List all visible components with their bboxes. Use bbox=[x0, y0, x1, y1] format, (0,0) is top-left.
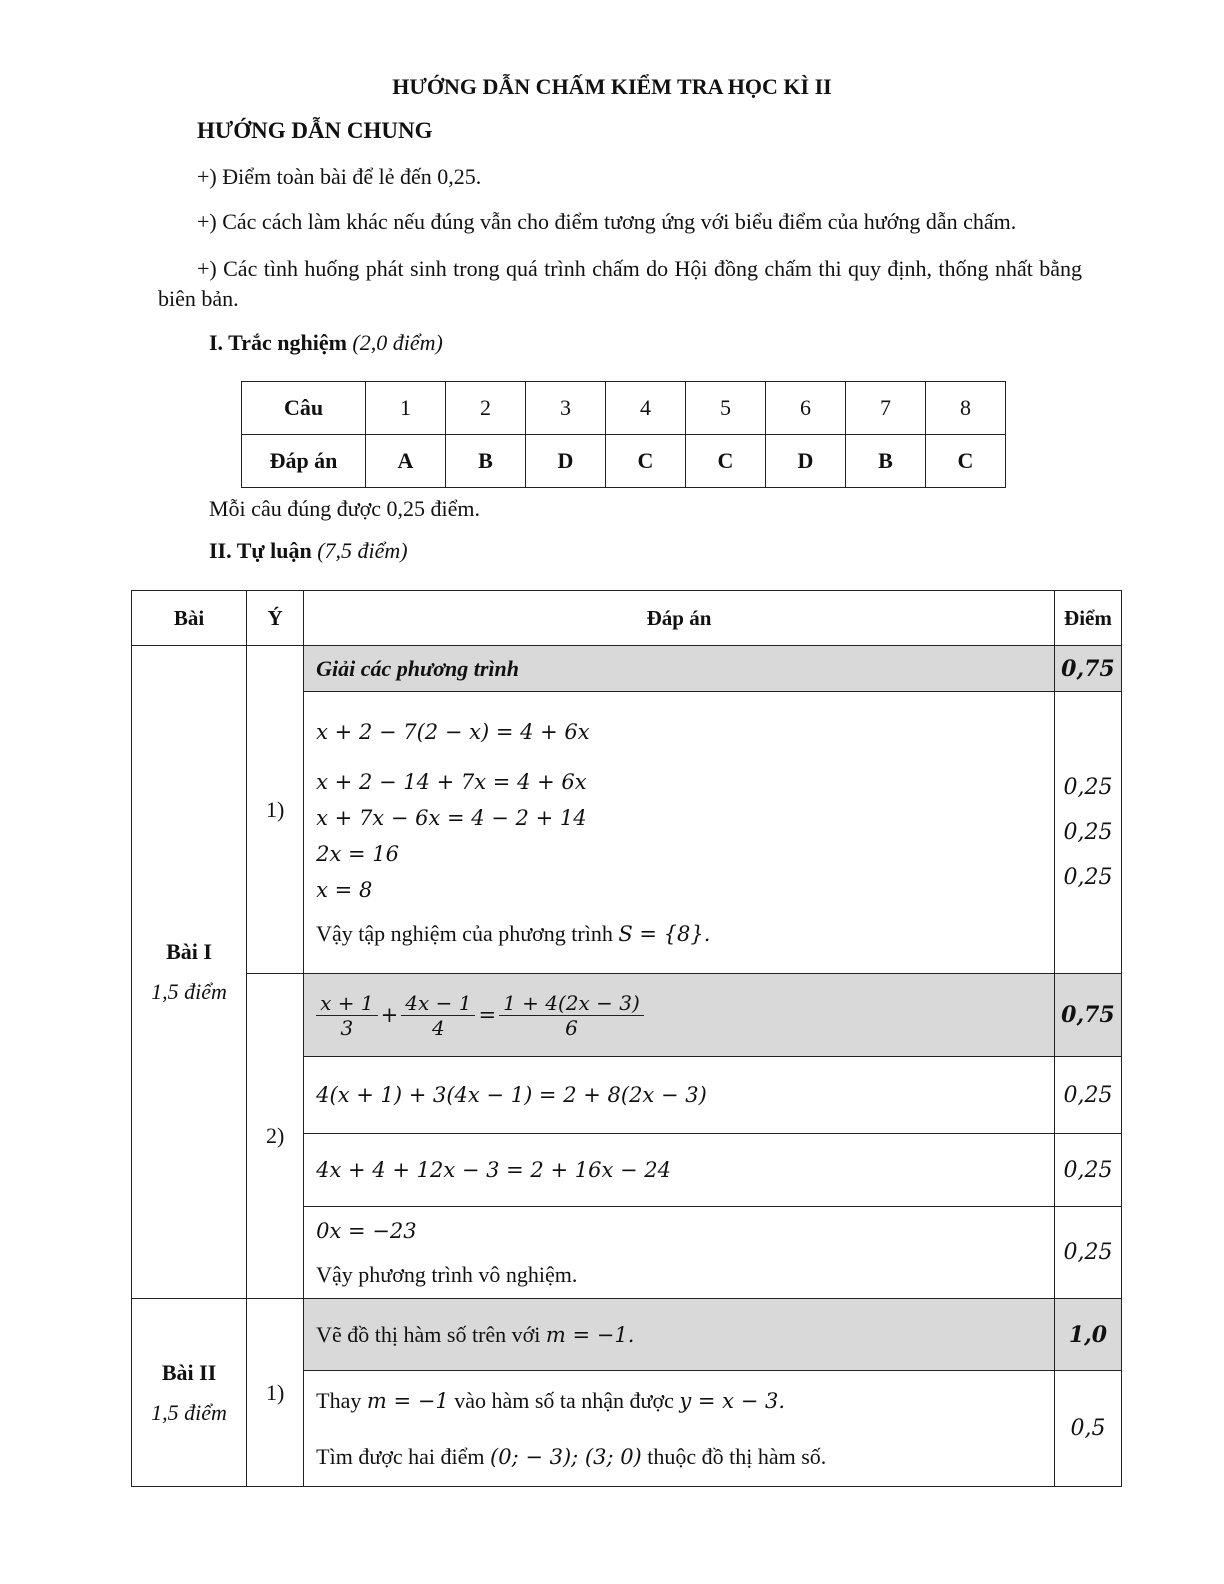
bai2-name: Bài II bbox=[161, 1359, 217, 1385]
solution-line: Tìm được hai điểm (0; − 3); (3; 0) thuộc đồ thị hàm số. bbox=[316, 1443, 827, 1469]
table-header-row bbox=[132, 591, 1122, 646]
question-number: 2 bbox=[446, 382, 526, 435]
answer-cell: D bbox=[766, 435, 846, 488]
question-number: 6 bbox=[766, 382, 846, 435]
answer-cell: C bbox=[606, 435, 686, 488]
answer-row bbox=[242, 435, 1006, 488]
bai1-part1-task bbox=[304, 646, 1055, 692]
conclusion-line: Vậy phương trình vô nghiệm. bbox=[316, 1261, 578, 1287]
table-row bbox=[132, 1299, 1122, 1371]
general-item-1: +) Điểm toàn bài để lẻ đến 0,25. bbox=[197, 164, 482, 189]
fraction: $\frac{1 + 4(2x - 3)}{6}$ bbox=[499, 991, 644, 1040]
section-label: II. Tự luận bbox=[209, 538, 312, 563]
solution-line: Thay m = −1 vào hàm số ta nhận được y = x − 3. bbox=[316, 1387, 785, 1413]
answer-cell: D bbox=[526, 435, 606, 488]
section-points: (7,5 điểm) bbox=[317, 538, 408, 563]
score-value: 0,5 bbox=[1054, 1371, 1121, 1487]
bai2-cell bbox=[132, 1299, 247, 1487]
essay-grading-table bbox=[131, 590, 1122, 1487]
equation-line: 4(x + 1) + 3(4x − 1) = 2 + 8(2x − 3) bbox=[316, 1083, 707, 1107]
scoring-note: Mỗi câu đúng được 0,25 điểm. bbox=[209, 496, 481, 521]
score-value: 0,25 bbox=[1063, 775, 1113, 800]
fraction: $\frac{4x - 1}{4}$ bbox=[401, 991, 475, 1040]
header-score: Điểm bbox=[1054, 591, 1121, 646]
question-row bbox=[242, 382, 1006, 435]
bai1-part2-step1 bbox=[304, 1057, 1055, 1134]
bai1-part2-step2 bbox=[304, 1134, 1055, 1207]
bai2-part1-task-score: 1,0 bbox=[1054, 1299, 1121, 1371]
bai1-part2-task bbox=[304, 974, 1055, 1057]
answer-cell: C bbox=[926, 435, 1006, 488]
equation-line: 2x = 16 bbox=[316, 841, 400, 866]
bai1-part2-step3 bbox=[304, 1207, 1055, 1299]
answer-cell: B bbox=[446, 435, 526, 488]
document-title: HƯỚNG DẪN CHẤM KIỂM TRA HỌC KÌ II bbox=[392, 74, 832, 99]
equals-sign: = bbox=[478, 1003, 497, 1027]
score-value: 0,25 bbox=[1054, 1134, 1121, 1207]
question-number: 7 bbox=[846, 382, 926, 435]
section-points: (2,0 điểm) bbox=[352, 330, 443, 355]
table-row bbox=[132, 646, 1122, 692]
score-value: 0,25 bbox=[1063, 820, 1113, 845]
fraction: $\frac{x + 1}{3}$ bbox=[316, 991, 377, 1040]
table-row bbox=[132, 974, 1122, 1057]
bai1-cell bbox=[132, 646, 247, 1299]
bai2-points: 1,5 điểm bbox=[151, 1399, 227, 1425]
question-number: 8 bbox=[926, 382, 1006, 435]
equation-line: x + 7x − 6x = 4 − 2 + 14 bbox=[316, 805, 587, 830]
equation-line: 0x = −23 bbox=[316, 1218, 417, 1243]
score-value: 0,25 bbox=[1063, 865, 1113, 890]
header-answer: Đáp án bbox=[304, 591, 1055, 646]
header-bai: Bài bbox=[132, 591, 247, 646]
question-number: 1 bbox=[366, 382, 446, 435]
essay-grading-table-wrap bbox=[131, 590, 1122, 1487]
bai2-part1-label: 1) bbox=[247, 1299, 304, 1487]
plus-sign: + bbox=[380, 1003, 399, 1027]
equation-line: x + 2 − 7(2 − x) = 4 + 6x bbox=[316, 719, 590, 744]
answer-header: Đáp án bbox=[242, 435, 366, 488]
bai1-part2-label: 2) bbox=[247, 974, 304, 1299]
bai2-part1-task bbox=[304, 1299, 1055, 1371]
question-header: Câu bbox=[242, 382, 366, 435]
bai1-part2-task-score: 0,75 bbox=[1054, 974, 1121, 1057]
answer-cell: C bbox=[686, 435, 766, 488]
equation-line: x + 2 − 14 + 7x = 4 + 6x bbox=[316, 769, 587, 794]
bai1-part1-task-score: 0,75 bbox=[1054, 646, 1121, 692]
general-guide-heading: HƯỚNG DẪN CHUNG bbox=[197, 118, 433, 143]
task-text: Vẽ đồ thị hàm số trên với bbox=[316, 1321, 541, 1347]
answer-key-table bbox=[241, 381, 1006, 488]
question-number: 5 bbox=[686, 382, 766, 435]
task-math: m = −1. bbox=[545, 1322, 635, 1347]
general-item-3: +) Các tình huống phát sinh trong quá trình chấm do Hội đồng chấm thi quy định, thống nhất bằng biên bản. bbox=[158, 256, 1082, 311]
bai1-part1-solution bbox=[304, 692, 1055, 974]
task-text: Giải các phương trình bbox=[316, 655, 520, 681]
bai1-name: Bài I bbox=[166, 939, 212, 964]
conclusion-text: Vậy tập nghiệm của phương trình bbox=[316, 920, 613, 946]
conclusion-math: S = {8}. bbox=[618, 921, 711, 946]
score-value: 0,25 bbox=[1054, 1207, 1121, 1299]
section-essay-heading bbox=[209, 538, 408, 564]
answer-cell: B bbox=[846, 435, 926, 488]
bai1-points: 1,5 điểm bbox=[151, 979, 227, 1004]
equation-line: 4x + 4 + 12x − 3 = 2 + 16x − 24 bbox=[316, 1158, 671, 1182]
bai1-part1-label: 1) bbox=[247, 646, 304, 974]
section-label: I. Trắc nghiệm bbox=[209, 330, 347, 355]
bai1-part1-scores bbox=[1054, 692, 1121, 974]
header-y: Ý bbox=[247, 591, 304, 646]
bai2-part1-solution bbox=[304, 1371, 1055, 1487]
question-number: 4 bbox=[606, 382, 686, 435]
score-value: 0,25 bbox=[1054, 1057, 1121, 1134]
answer-cell: A bbox=[366, 435, 446, 488]
conclusion-line bbox=[316, 916, 1054, 952]
section-multiple-choice-heading bbox=[209, 330, 443, 356]
general-item-2: +) Các cách làm khác nếu đúng vẫn cho điểm tương ứng với biểu điểm của hướng dẫn chấm. bbox=[197, 209, 1017, 234]
question-number: 3 bbox=[526, 382, 606, 435]
equation-line: x = 8 bbox=[316, 877, 373, 902]
